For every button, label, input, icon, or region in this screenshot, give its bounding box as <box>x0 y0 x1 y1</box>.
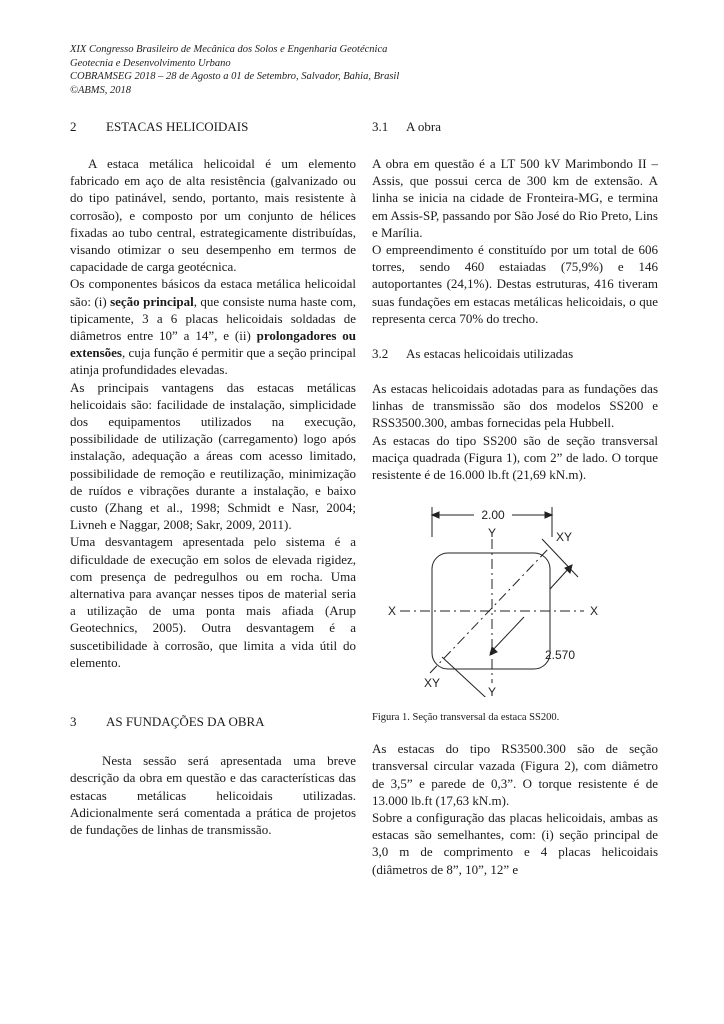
section-title: ESTACAS HELICOIDAIS <box>106 119 249 134</box>
axis-label-xy-bottom: XY <box>423 676 441 691</box>
header-event: COBRAMSEG 2018 – 28 de Agosto a 01 de Setembro, Salvador, Bahia, Brasil <box>70 71 400 83</box>
paragraph: A obra em questão é a LT 500 kV Marimbondo II – Assis, que possui cerca de 300 km de extensão. A linha se inicia na cidade de Fronteira-MG, e termina em Assis-SP, passando por São José do Rio Preto, Lins e Marília. <box>372 156 658 240</box>
section-number: 3 <box>70 714 77 730</box>
paragraph: Nesta sessão será apresentada uma breve descrição da obra em questão e das características das estacas metálicas helicoidais utilizadas. Adicionalmente será comentada a prática de projetos de fundações de linhas de transmissão. <box>70 753 356 837</box>
emphasis: seção principal <box>110 293 194 309</box>
paragraph: Uma desvantagem apresentada pelo sistema é a dificuldade de execução em solos de elevada rigidez, com presença de pedregulhos ou em rocha. Uma alternativa para avançar nesses tipos de material seria a utilização de uma ponta mais afiada (Arup Geotechnics, 2005). Outra desvantagem é a suscetibilidade à corrosão, que limita a vida útil do elemento. <box>70 534 356 670</box>
cross-section-drawing <box>372 497 658 697</box>
section-title: AS FUNDAÇÕES DA OBRA <box>106 714 265 730</box>
section-3-heading <box>70 713 356 730</box>
axis-label-y-top: Y <box>487 526 497 541</box>
axis-label-x-right: X <box>590 604 599 619</box>
section-title: As estacas helicoidais utilizadas <box>406 346 574 362</box>
figure-caption: Figura 1. Seção transversal da estaca SS200. <box>372 712 560 724</box>
axis-label-y-bottom: Y <box>487 685 497 698</box>
paragraph: Os componentes básicos da estaca metálica helicoidal são: (i) seção principal, que consiste numa haste com, tipicamente, 3 a 6 placas helicoidais soldadas de diâmetros entre 10” a 14”, e (ii) prolongadores ou extensões, cuja função é permitir que a seção principal atinja profundidades elevadas. <box>70 276 356 378</box>
section-title: A obra <box>406 119 442 134</box>
header-theme: Geotecnia e Desenvolvimento Urbano <box>70 57 231 69</box>
paragraph: As estacas do tipo SS200 são de seção transversal maciça quadrada (Figura 1), com 2” de lado. O torque resistente é de 16.000 lb.ft (21,69 kN.m). <box>372 432 658 483</box>
section-3-1-heading <box>372 118 658 135</box>
section-number: 3.1 <box>372 119 389 134</box>
right-column <box>372 118 658 878</box>
section-number: 2 <box>70 119 77 134</box>
paragraph: Sobre a configuração das placas helicoidais, ambas as estacas são semelhantes, com: (i) seção principal de 3,0 m de comprimento e 4 placas helicoidais (diâmetros de 8”, 10”, 12” e <box>372 810 658 877</box>
header-copyright: ©ABMS, 2018 <box>70 84 132 96</box>
dimension-width-label: 2.00 <box>481 508 505 523</box>
section-3-2-heading <box>372 345 658 362</box>
figure-1 <box>372 497 658 724</box>
header-conference: XIX Congresso Brasileiro de Mecânica dos Solos e Engenharia Geotécnica <box>70 44 388 55</box>
dimension-diagonal-label: 2.570 <box>544 648 576 663</box>
section-2-heading <box>70 118 356 135</box>
axis-label-xy-top: XY <box>556 530 573 545</box>
paragraph: O empreendimento é constituído por um total de 606 torres, sendo 460 estaiadas (75,9%) e 146 autoportantes (24,1%). Destas estruturas, 416 tiveram suas fundações em estacas metálicas helicoidais, o que representa cerca 70% do trecho. <box>372 242 658 326</box>
paragraph: As estacas helicoidais adotadas para as fundações das linhas de transmissão são dos modelos SS200 e RSS3500.300, ambas fornecidas pela Hubbell. <box>372 381 658 431</box>
section-number: 3.2 <box>372 346 389 362</box>
axis-label-x-left: X <box>387 604 396 619</box>
emphasis: prolongadores ou extensões <box>70 328 356 361</box>
left-column <box>70 118 356 838</box>
paragraph: A estaca metálica helicoidal é um elemento fabricado em aço de alta resistência (galvanizado ou do tipo patinável, sendo, portanto, mais resistente à corrosão), e composto por um conjunto de hélices fixadas ao tubo central, estrategicamente distribuídas, visando otimizar o seu desempenho em termos de capacidade de carga geotécnica. <box>70 156 356 275</box>
page-header <box>70 43 399 97</box>
paragraph: As principais vantagens das estacas metálicas helicoidais são: facilidade de instalação, simplicidade dos equipamentos utilizados na execução, possibilidade de utilização (carregamento) logo após instalação, adequação a áreas com acesso limitado, possibilidade de remoção e reutilização, minimização de ruídos e vibrações durante a instalação, e baixo custo (Zhang et al., 1998; Schmidt e Nasr, 2004; Livneh e Naggar, 2008; Sakr, 2009, 2011). <box>70 379 356 533</box>
paragraph: As estacas do tipo RS3500.300 são de seção transversal circular vazada (Figura 2), com diâmetro de 3,5” e parede de 0,3”. O torque resistente é de 13.000 lb.ft (17,63 kN.m). <box>372 741 658 808</box>
